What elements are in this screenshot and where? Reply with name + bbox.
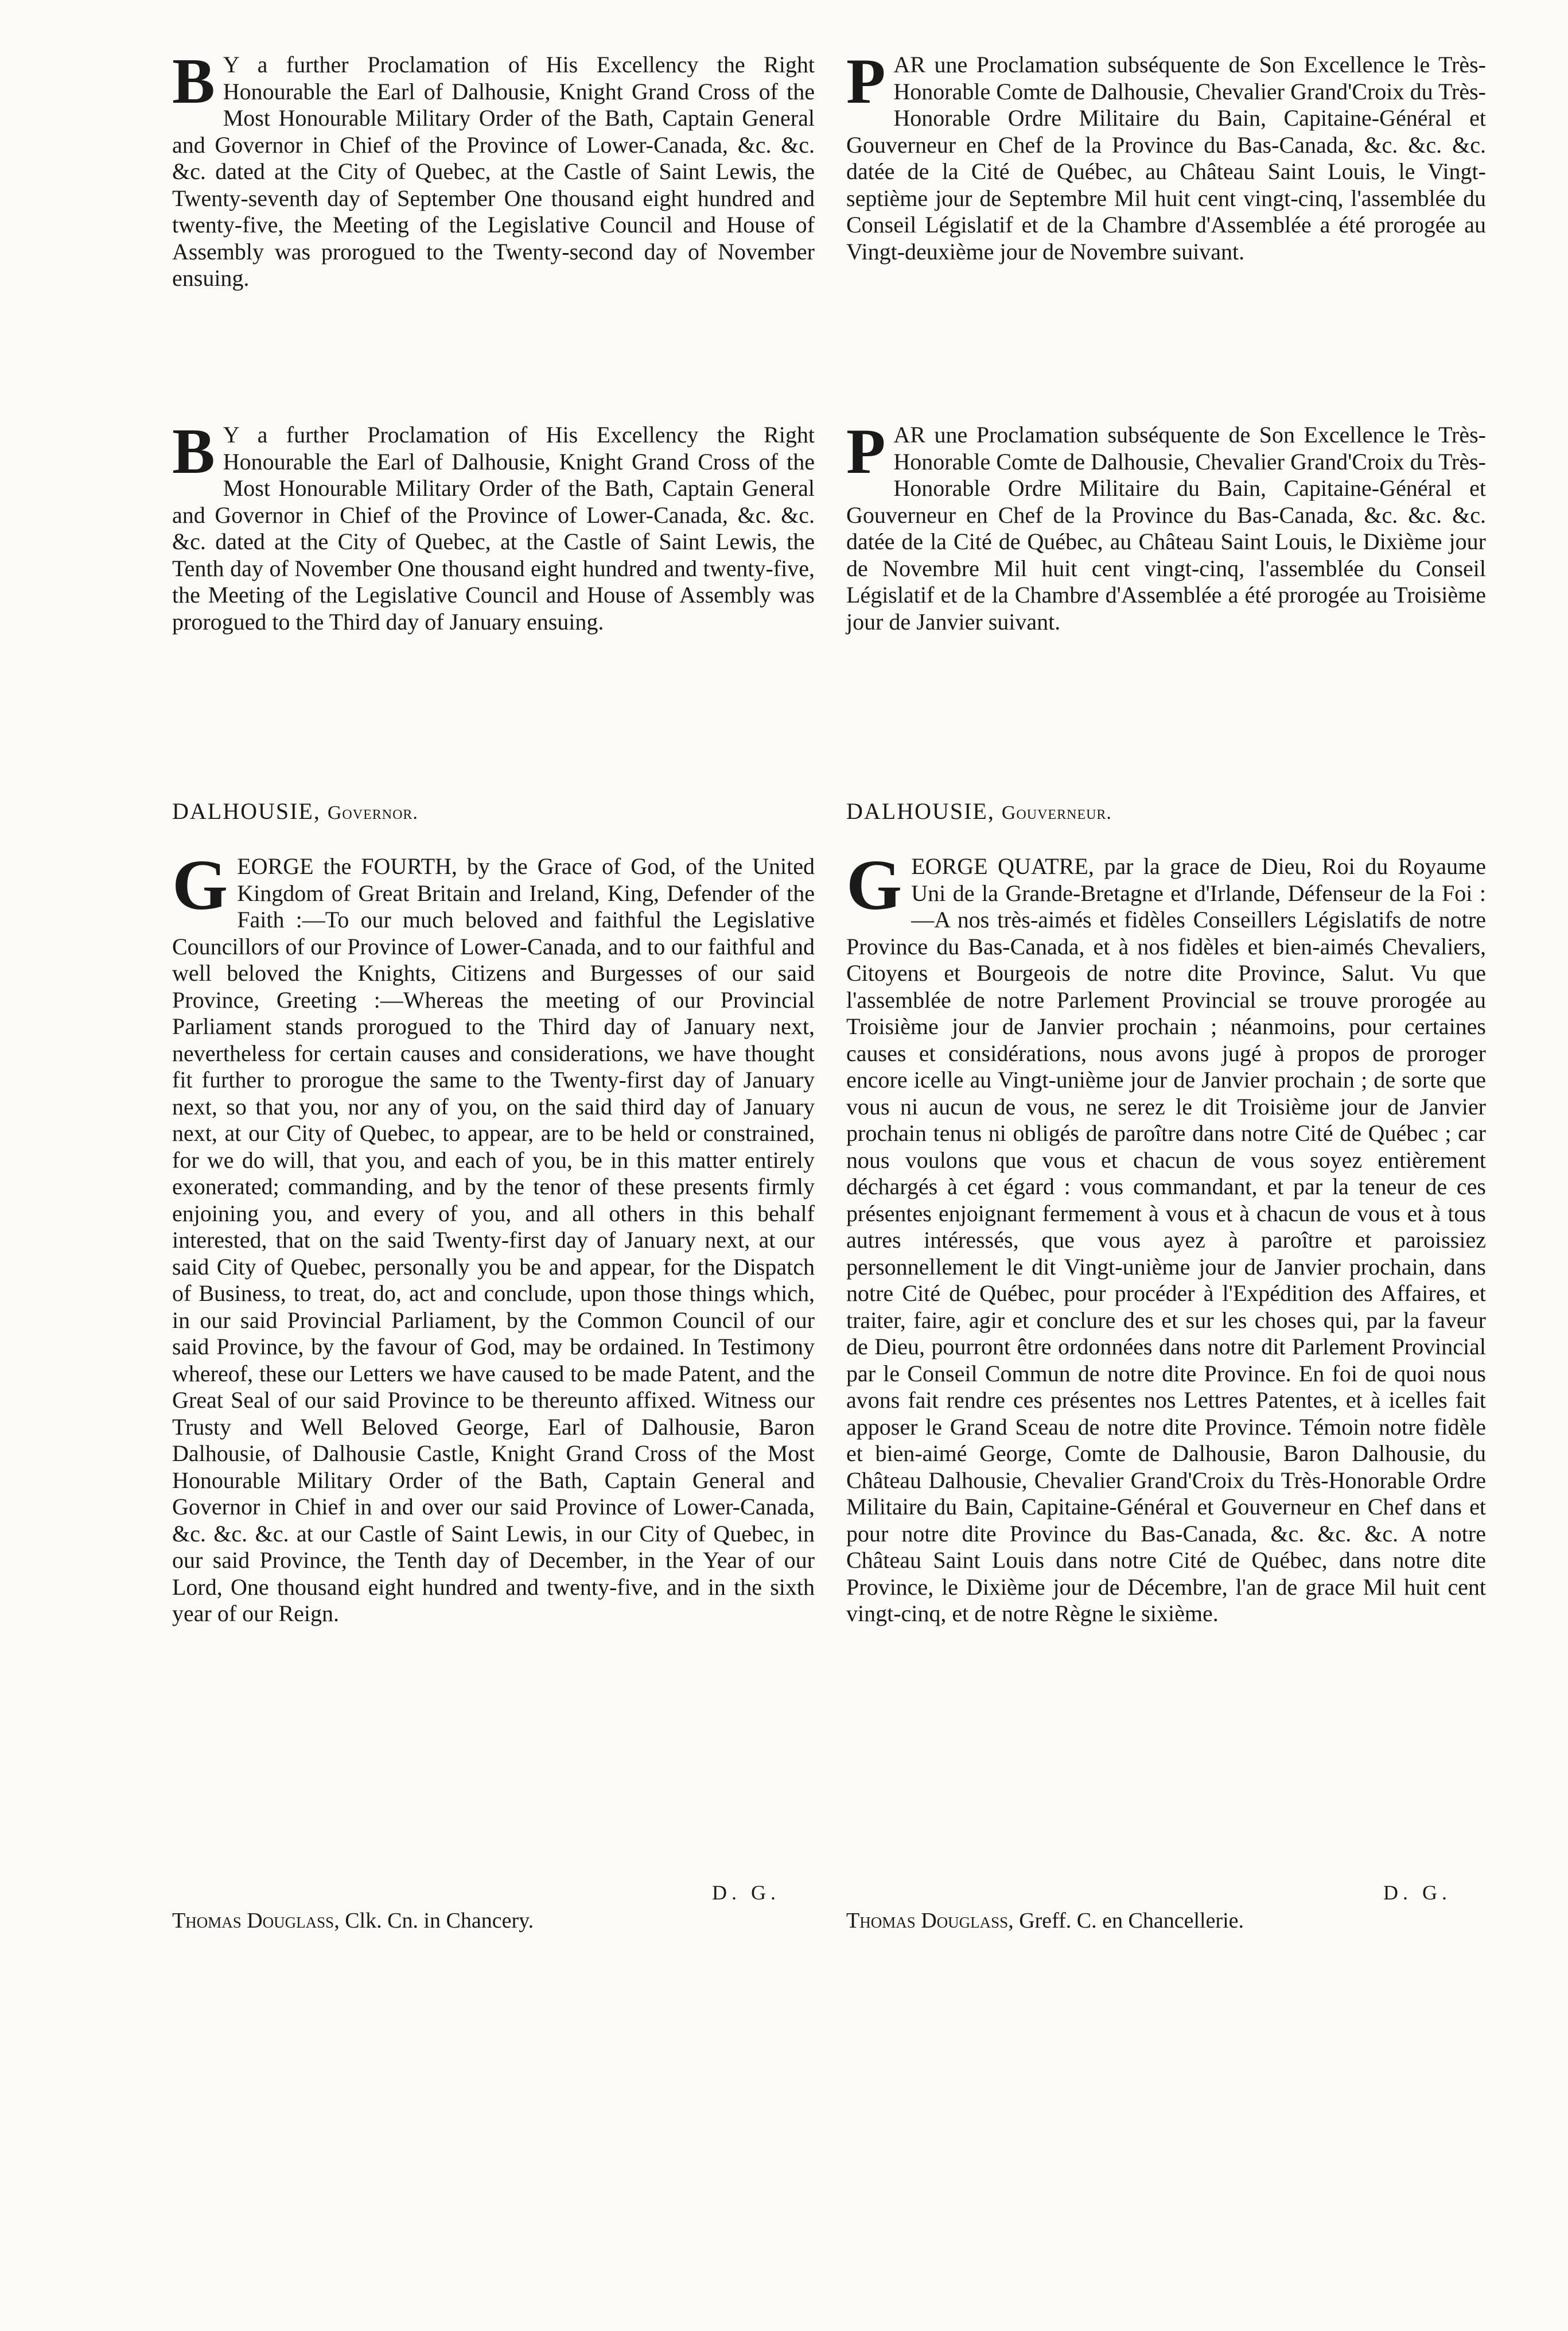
initials: D. G.: [712, 1881, 780, 1904]
english-column: [172, 46, 815, 1933]
drop-cap: B: [172, 416, 215, 487]
clerk-role: Clk. Cn. in Chancery.: [345, 1909, 534, 1933]
drop-cap: P: [846, 416, 886, 487]
signature-title: Governor.: [327, 802, 418, 823]
english-proclamation-2: [172, 416, 815, 743]
signature-title: Gouverneur.: [1001, 802, 1112, 823]
proclamation-text: EORGE the FOURTH, by the Grace of God, of the United Kingdom of Great Britain and Ireland, King, Defender of the Faith :—To our much beloved and faithful the Legislative Councillors of our Province of Lower-Canada, and to our faithful and well beloved the Knights, Citizens and Burgesses of our said Province, Greeting :—Whereas the meeting of our Provincial Parliament stands prorogued to the Third day of January next, nevertheless for certain causes and considerations, we have thought fit further to prorogue the same to the Twenty-first day of January next, so that you, nor any of you, on the said third day of January next, at our City of Quebec, to appear, are to be held or constrained, for we do will, that you, and each of you, be in this matter entirely exonerated; commanding, and by the tenor of these presents firmly enjoining you, and every of you, and all others in this behalf interested, that on the said Twenty-first day of January next, at our said City of Quebec, personally you be and appear, for the Dispatch of Business, to treat, do, act and conclude, upon those things which, in our said Provincial Parliament, by the Common Council of our said Province, by the favour of God, may be ordained. In Testimony whereof, these our Letters we have caused to be made Patent, and the Great Seal of our said Province to be thereunto affixed. Witness our Trusty and Well Beloved George, Earl of Dalhousie, Baron Dalhousie, of Dalhousie Castle, Knight Grand Cross of the Most Honourable Military Order of the Bath, Captain General and Governor in Chief in and over our said Province of Lower-Canada, &c. &c. &c. at our Castle of Saint Lewis, in our City of Quebec, in our said Province, the Tenth day of December, in the Year of our Lord, One thousand eight hundred and twenty-five, and in the sixth year of our Reign.: [172, 853, 815, 1626]
french-royal-proclamation: [846, 846, 1486, 1863]
paragraph-text: Y a further Proclamation of His Excellency the Right Honourable the Earl of Dalhousie, Knight Grand Cross of the Most Honourable Military Order of the Bath, Captain General and Governor in Chief of the Province of Lower-Canada, &c. &c. &c. dated at the City of Quebec, at the Castle of Saint Lewis, the Tenth day of November One thousand eight hundred and twenty-five, the Meeting of the Legislative Council and House of Assembly was prorogued to the Third day of January ensuing.: [172, 422, 815, 635]
french-proclamation-2: [846, 416, 1486, 743]
clerk-signature: [172, 1908, 815, 1933]
proclamation-text: EORGE QUATRE, par la grace de Dieu, Roi du Royaume Uni de la Grande-Bretagne et d'Irlande, Défenseur de la Foi :—A nos très-aimés et fidèles Conseillers Législatifs de notre Province du Bas-Canada, et à nos fidèles et bien-aimés Chevaliers, Citoyens et Bourgeois de notre dite Province, Salut. Vu que l'assemblée de notre Parlement Provincial se trouve prorogée au Troisième jour de Janvier prochain ; néanmoins, pour certaines causes et considérations, nous avons jugé à propos de proroger encore icelle au Vingt-unième jour de Janvier prochain ; de sorte que vous ni aucun de vous, ne serez le dit Troisième jour de Janvier prochain tenus ni obligés de paroître dans notre Cité de Québec ; car nous voulons que vous et chacun de vous soyez entièrement déchargés à cet égard : vous commandant, et par la teneur de ces présentes enjoignant fermement à vous et à chacun de vous et à tous autres intéressés, que vous ayez à paroître et paroissiez personnellement le dit Vingt-unième jour de Janvier prochain, dans notre Cité de Québec, pour procéder à l'Expédition des Affaires, et traiter, faire, agir et conclure des et sur les choses qui, par la faveur de Dieu, pourront être ordonnées dans notre dit Parlement Provincial par le Conseil Commun de notre dite Province. En foi de quoi nous avons fait rendre ces présentes nos Lettres Patentes, et à icelles fait apposer le Grand Sceau de notre dite Province. Témoin notre fidèle et bien-aimé George, Comte de Dalhousie, Baron Dalhousie, du Château Dalhousie, Chevalier Grand'Croix du Très-Honorable Ordre Militaire du Bain, Capitaine-Général et Gouverneur en Chef dans et pour notre dite Province du Bas-Canada, &c. &c. &c. A notre Château Saint Louis dans notre Cité de Québec, dans notre dite Province, le Dixième jour de Décembre, l'an de grace Mil huit cent vingt-cinq, et de notre Règne le sixième.: [846, 853, 1486, 1626]
signature-name: DALHOUSIE,: [172, 798, 321, 824]
paragraph-text: Y a further Proclamation of His Excellency the Right Honourable the Earl of Dalhousie, Knight Grand Cross of the Most Honourable Military Order of the Bath, Captain General and Governor in Chief of the Province of Lower-Canada, &c. &c. &c. dated at the City of Quebec, at the Castle of Saint Lewis, the Twenty-seventh day of September One thousand eight hundred and twenty-five, the Meeting of the Legislative Council and House of Assembly was prorogued to the Twenty-second day of November ensuing.: [172, 52, 815, 291]
governor-signature: [172, 798, 815, 825]
drop-cap: P: [846, 46, 886, 117]
drop-cap: G: [172, 846, 228, 925]
governor-signature: [846, 798, 1486, 825]
paragraph-text: AR une Proclamation subséquente de Son Excellence le Très-Honorable Comte de Dalhousie, Chevalier Grand'Croix du Très-Honorable Ordre Militaire du Bain, Capitaine-Général et Gouverneur en Chef de la Province du Bas-Canada, &c. &c. &c. datée de la Cité de Québec, au Château Saint Louis, le Dixième jour de Novembre Mil huit cent vingt-cinq, l'assemblée du Conseil Législatif et de la Chambre d'Assemblée a été prorogée au Troisième jour de Janvier suivant.: [846, 422, 1486, 635]
clerk-name: Thomas Douglass,: [172, 1909, 340, 1933]
english-proclamation-1: [172, 46, 815, 373]
clerk-name: Thomas Douglass,: [846, 1909, 1014, 1933]
english-royal-proclamation: [172, 846, 815, 1863]
paragraph-text: AR une Proclamation subséquente de Son Excellence le Très-Honorable Comte de Dalhousie, Chevalier Grand'Croix du Très-Honorable Ordre Militaire du Bain, Capitaine-Général et Gouverneur en Chef de la Province du Bas-Canada, &c. &c. &c. datée de la Cité de Québec, au Château Saint Louis, le Vingt-septième jour de Septembre Mil huit cent vingt-cinq, l'assemblée du Conseil Législatif et de la Chambre d'Assemblée a été prorogée au Vingt-deuxième jour de Novembre suivant.: [846, 52, 1486, 265]
clerk-role: Greff. C. en Chancellerie.: [1019, 1909, 1244, 1933]
french-proclamation-1: [846, 46, 1486, 373]
initials: D. G.: [1383, 1881, 1452, 1904]
drop-cap: G: [846, 846, 902, 925]
signature-name: DALHOUSIE,: [846, 798, 995, 824]
clerk-signature: [846, 1908, 1486, 1933]
drop-cap: B: [172, 46, 215, 117]
french-column: [846, 46, 1486, 1933]
